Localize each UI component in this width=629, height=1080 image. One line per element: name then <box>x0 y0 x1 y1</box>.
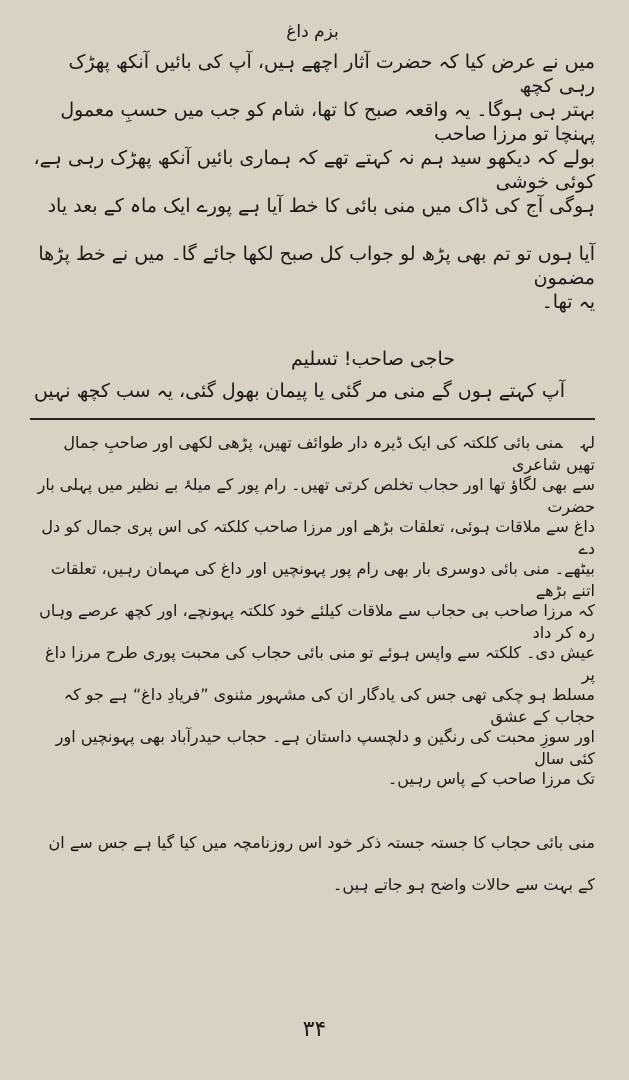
main-text-line: بولے کہ دیکھو سید ہم نہ کہتے تھے کہ ہماری بائیں آنکھ پھڑک رہی ہے، کوئی خوشی <box>33 147 595 193</box>
main-text <box>30 50 595 338</box>
main-text-line: میں نے عرض کیا کہ حضرت آثار اچھے ہیں، آپ کی بائیں آنکھ پھڑک رہی کچھ <box>68 51 595 97</box>
main-text-line: بہتر ہی ہوگا۔ یہ واقعہ صبح کا تھا، شام کو جب میں حسبِ معمول پہنچا تو مرزا صاحب <box>60 99 595 145</box>
footnote-divider <box>30 418 595 420</box>
main-text-line: یہ تھا۔ <box>541 291 595 313</box>
footnote-closing-line: منی بائی حجاب کا جستہ جستہ ذکر خود اس روزنامچہ میں کیا گیا ہے جس سے ان <box>48 833 595 852</box>
main-text-line: ہوگی آج کی ڈاک میں منی بائی کا خط آیا ہے پورے ایک ماہ کے بعد یاد <box>47 195 595 217</box>
footnote-line: سے بھی لگاؤ تھا اور حجاب تخلص کرتی تھیں۔ رام پور کے میلۂ بے نظیر میں پہلی بار حضرت <box>37 475 595 516</box>
footnote-line: اور سوزِ محبت کی رنگین و دلچسپ داستان ہے۔ حجاب حیدرآباد بھی پہونچیں اور کئی سال <box>55 727 595 768</box>
footnote-line: عیش دی۔ کلکتہ سے واپس ہوئے تو منی بائی حجاب کی محبت پوری طرح مرزا داغ پر <box>45 643 595 684</box>
footnote-line <box>30 432 595 474</box>
letter-salutation: حاجی صاحب! تسلیم <box>290 348 455 370</box>
footnote-section <box>30 432 595 916</box>
footnote-line: کہ مرزا صاحب بی حجاب سے ملاقات کیلئے خود کلکتہ پہونچے، اور کچھ عرصے وہاں رہ کر داد <box>39 601 595 642</box>
footnote-line: تک مرزا صاحب کے پاس رہیں۔ <box>387 769 595 788</box>
footnote-spacer <box>30 810 595 832</box>
footnote-marker: لہ <box>580 433 595 452</box>
footnote-line: مسلط ہو چکی تھی جس کی یادگار ان کی مشہور مثنوی ”فریادِ داغ“ ہے جو کہ حجاب کے عشق <box>63 685 595 726</box>
main-text-line: آیا ہوں تو تم بھی پڑھ لو جواب کل صبح لکھا جائے گا۔ میں نے خط پڑھا مضمون <box>38 243 595 289</box>
footnote-closing-line: کے بہت سے حالات واضح ہو جاتے ہیں۔ <box>333 875 595 894</box>
running-head: بزم داغ <box>286 22 339 42</box>
letter-body: آپ کہتے ہوں گے منی مر گئی یا پیمان بھول گئی، یہ سب کچھ نہیں <box>33 380 565 402</box>
quoted-letter <box>30 346 595 404</box>
page-number: ۳۴ <box>302 1017 327 1042</box>
footnote-line: داغ سے ملاقات ہوئی، تعلقات بڑھے اور مرزا صاحب کلکتہ کی اس پری جمال کو دل دے <box>41 517 595 558</box>
footnote-text: منی بائی کلکتہ کی ایک ڈیرہ دار طوائف تھیں، پڑھی لکھی اور صاحبِ جمال تھیں شاعری <box>63 433 595 474</box>
footnote-line: بیٹھے۔ منی بائی دوسری بار بھی رام پور پہونچیں اور داغ کی مہمان رہیں، تعلقات اتنے بڑھے <box>50 559 595 600</box>
